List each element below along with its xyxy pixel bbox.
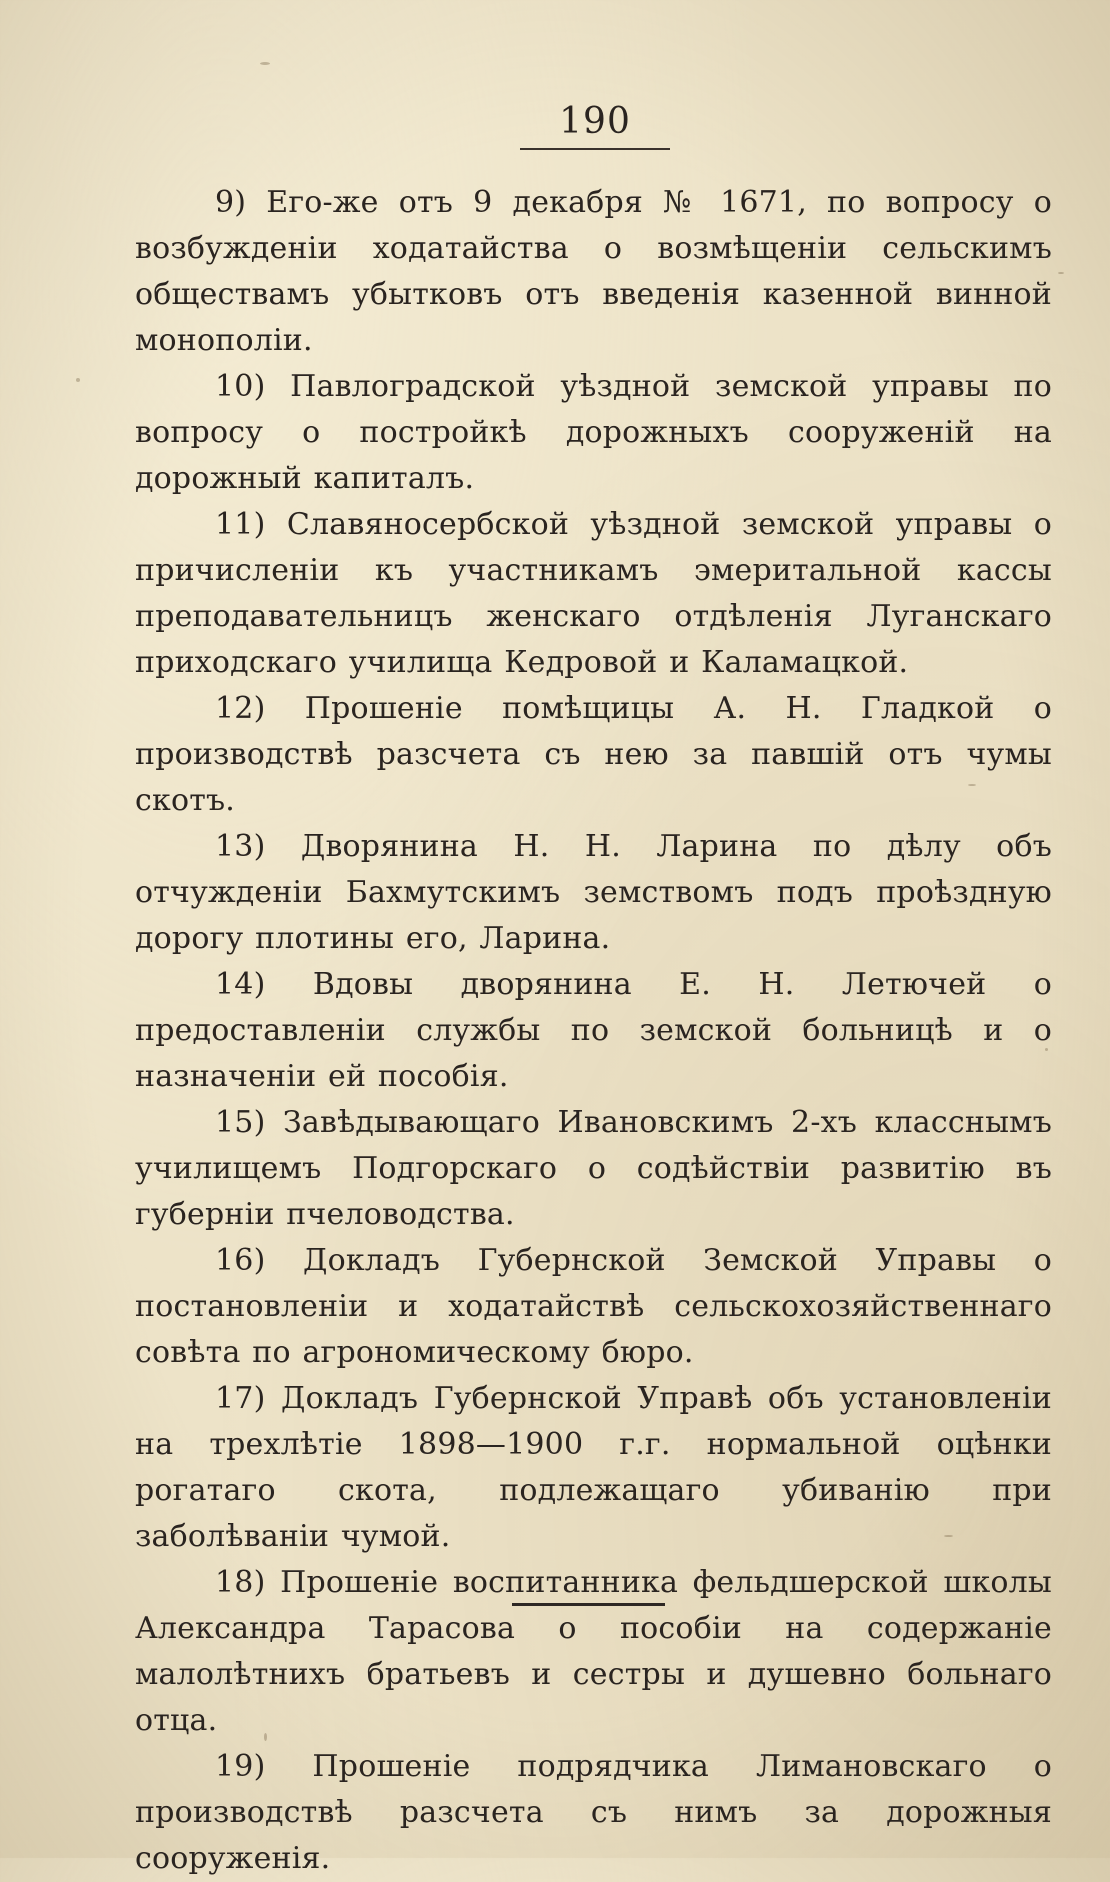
agenda-item: 11) Славяносербской уѣздной земской управы о причисленіи къ участникамъ эмеритальной кассы преподавательницъ женскаго отдѣленія Луганскаго приходскаго училища Кедровой и Каламацкой. [135,507,1052,680]
agenda-item: 13) Дворянина Н. Н. Ларина по дѣлу объ отчужденіи Бахмутскимъ земствомъ подъ проѣздную дорогу плотины его, Ларина. [135,829,1052,956]
paper-speck [260,62,270,65]
paper-speck [1058,272,1064,274]
section-end-rule [512,1603,665,1606]
agenda-item: 10) Павлоградской уѣздной земской управы по вопросу о постройкѣ дорожныхъ сооруженій на дорожный капиталъ. [135,369,1052,496]
paper-speck [1045,1048,1048,1051]
agenda-item: 12) Прошеніе помѣщицы А. Н. Гладкой о производствѣ разсчета съ нею за павшій отъ чумы скотъ. [135,691,1052,818]
agenda-item: 9) Его-же отъ 9 декабря № 1671, по вопросу о возбужденіи ходатайства о возмѣщеніи сельскимъ обществамъ убытковъ отъ введенія казенной винной монополіи. [135,185,1052,358]
agenda-item: 15) Завѣдывающаго Ивановскимъ 2-хъ класснымъ училищемъ Подгорскаго о содѣйствіи развитію въ губерніи пчеловодства. [135,1105,1052,1232]
agenda-item: 17) Докладъ Губернской Управѣ объ установленіи на трехлѣтіе 1898—1900 г.г. нормальной оцѣнки рогатаго скота, подлежащаго убиванію при заболѣваніи чумой. [135,1381,1052,1554]
agenda-item: 19) Прошеніе подрядчика Лимановскаго о производствѣ разсчета съ нимъ за дорожныя сооруженія. [135,1749,1052,1876]
page-number-underline [520,148,670,150]
agenda-item: 16) Докладъ Губернской Земской Управы о постановленіи и ходатайствѣ сельскохозяйственнаго совѣта по агрономическому бюро. [135,1243,1052,1370]
paper-speck [264,1733,267,1741]
paper-speck [968,784,976,786]
paper-speck [76,378,80,382]
paper-speck [944,1535,953,1537]
page-number: 190 [559,101,631,142]
agenda-item: 14) Вдовы дворянина Е. Н. Летючей о предоставленіи службы по земской больницѣ и о назначеніи ей пособія. [135,967,1052,1094]
agenda-list [135,180,1052,1882]
agenda-item: 18) Прошеніе воспитанника фельдшерской школы Александра Тарасова о пособіи на содержаніе малолѣтнихъ братьевъ и сестры и душевно больнаго отца. [135,1565,1052,1738]
